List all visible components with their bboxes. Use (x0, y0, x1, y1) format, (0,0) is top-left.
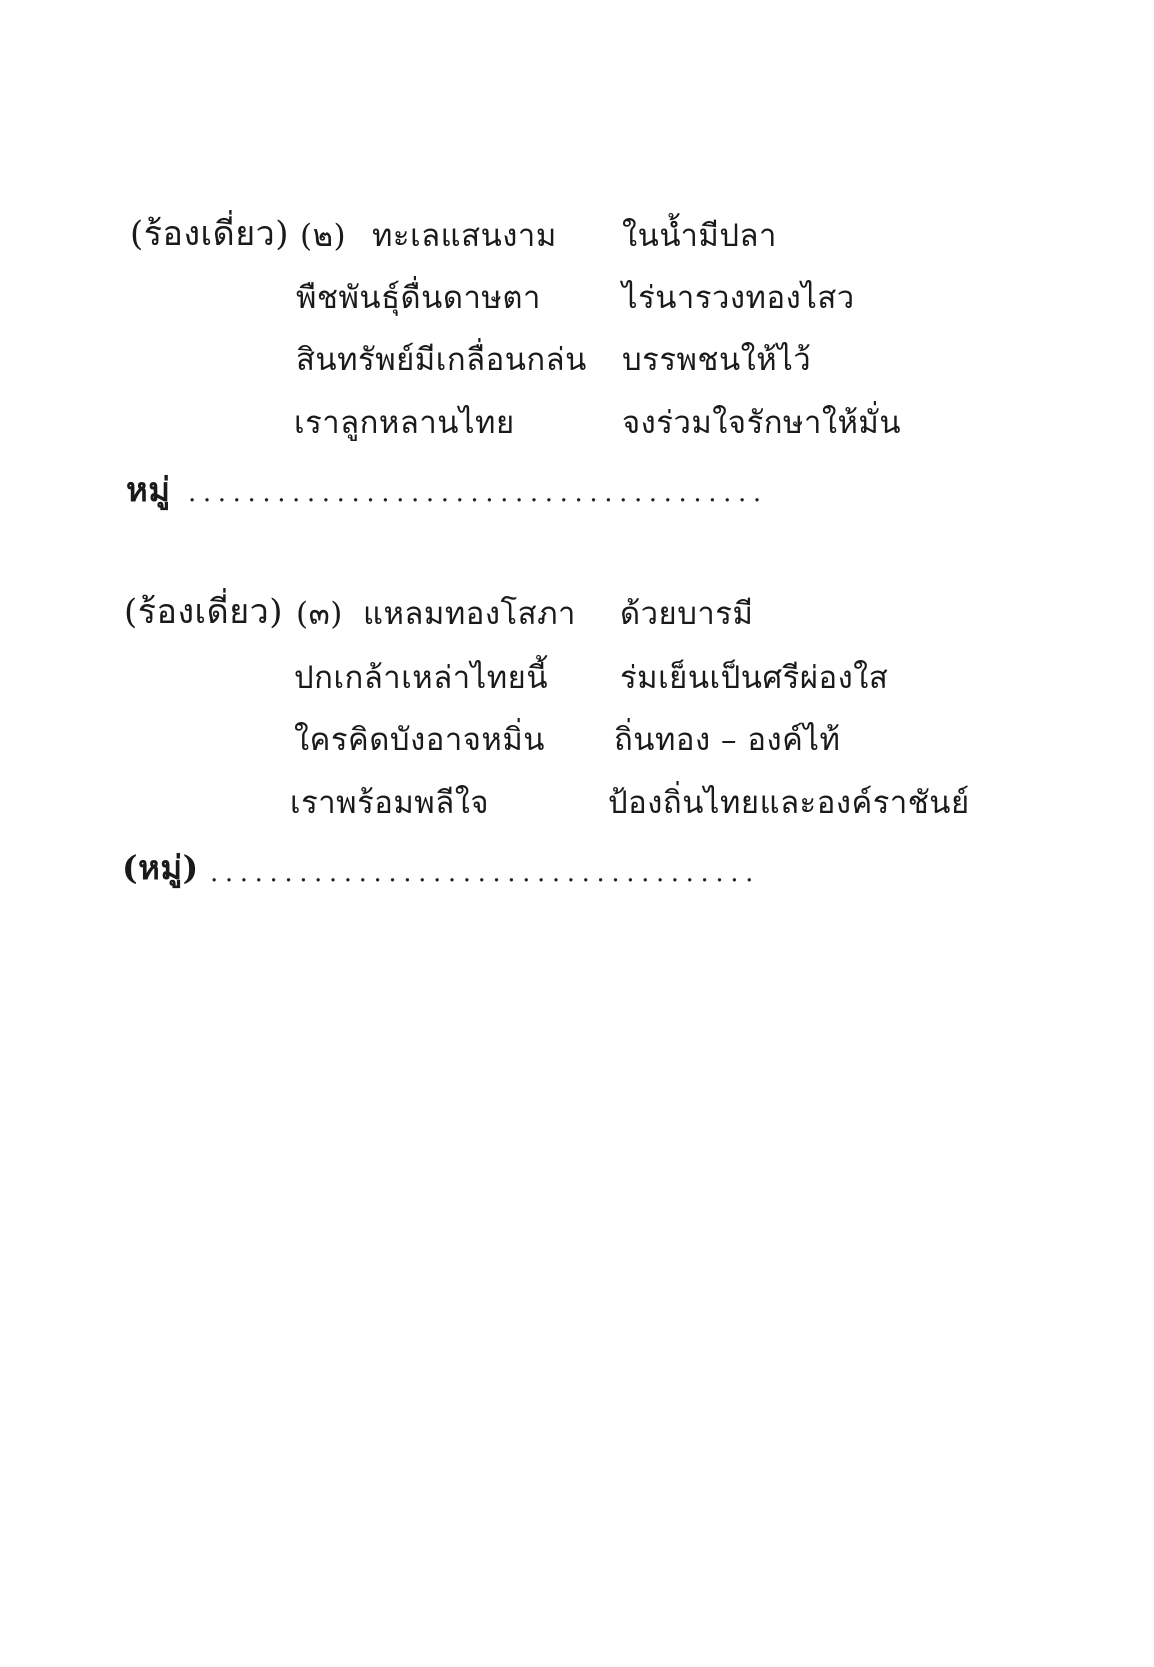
verse-line-left: ปกเกล้าเหล่าไทยนี้ (294, 660, 549, 696)
verse-line-right: จงร่วมใจรักษาให้มั่น (622, 405, 902, 441)
stanza-number: (๒) (300, 218, 347, 254)
speaker-label: (ร้องเดี่ยว) (130, 214, 290, 254)
verse-line-left: สินทรัพย์มีเกลื่อนกล่น (296, 342, 587, 378)
verse-line-left: เราลูกหลานไทย (294, 405, 515, 441)
chorus-label: (หมู่) (122, 848, 199, 887)
verse-line-left: ใครคิดบังอาจหมิ่น (294, 722, 545, 758)
verse-line-right: ถิ่นทอง – องค์ไท้ (614, 722, 841, 758)
chorus-blank-dots: ....................................... (188, 478, 768, 508)
chorus-label: หมู่ (126, 470, 171, 509)
verse-line-right: ร่มเย็นเป็นศรีผ่องใส (620, 660, 889, 696)
verse-line-right: ในน้ำมีปลา (622, 218, 777, 254)
verse-line-left: แหลมทองโสภา (363, 596, 576, 632)
stanza-number: (๓) (296, 596, 343, 632)
verse-line-left: ทะเลแสนงาม (372, 218, 557, 254)
verse-line-right: ป้องถิ่นไทยและองค์ราชันย์ (608, 785, 970, 821)
verse-line-right: บรรพชนให้ไว้ (622, 342, 812, 378)
chorus-blank-dots: ..................................... (210, 858, 760, 888)
speaker-label: (ร้องเดี่ยว) (124, 592, 284, 632)
verse-line-left: พืชพันธุ์ดื่นดาษตา (296, 280, 541, 316)
verse-line-right: ไร่นารวงทองไสว (622, 280, 855, 316)
verse-line-right: ด้วยบารมี (620, 596, 754, 632)
verse-line-left: เราพร้อมพลีใจ (290, 785, 490, 821)
